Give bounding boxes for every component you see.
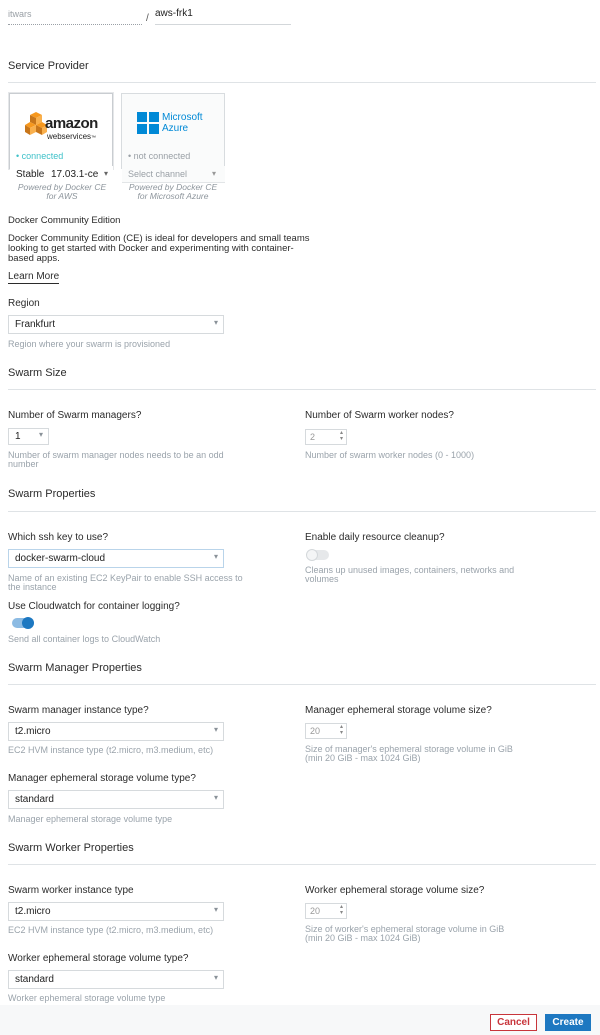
- provider-card-aws[interactable]: [9, 93, 113, 169]
- region-help: Region where your swarm is provisioned: [8, 339, 171, 349]
- chevron-down-icon: ▾: [38, 430, 43, 439]
- worker-voltype-select[interactable]: standard ▾: [8, 970, 224, 989]
- windows-icon: [137, 112, 159, 134]
- azure-logo-text: Microsoft Azure: [162, 112, 203, 134]
- section-divider: [8, 389, 596, 390]
- aws-cubes-icon: [25, 112, 47, 140]
- chevron-down-icon: ▾: [213, 552, 218, 561]
- azure-channel-placeholder: Select channel: [128, 169, 188, 179]
- chevron-down-icon: ▾: [212, 169, 217, 178]
- section-divider: [8, 82, 596, 83]
- toggle-knob: [22, 617, 34, 629]
- stepper-up-icon[interactable]: ▴: [339, 724, 343, 730]
- ssh-key-help: Name of an existing EC2 KeyPair to enable SSH access to the instance: [8, 573, 243, 592]
- worker-volsize-label: Worker ephemeral storage volume size?: [305, 885, 485, 896]
- section-divider: [8, 511, 596, 512]
- region-select[interactable]: Frankfurt ▾: [8, 315, 224, 334]
- stepper-down-icon[interactable]: ▾: [339, 436, 343, 442]
- chevron-down-icon: ▾: [104, 169, 109, 178]
- learn-more-link[interactable]: Learn More: [8, 271, 60, 282]
- manager-volsize-help: Size of manager's ephemeral storage volume in GiB (min 20 GiB - max 1024 GiB): [305, 744, 513, 763]
- manager-voltype-help: Manager ephemeral storage volume type: [8, 814, 173, 824]
- managers-label: Number of Swarm managers?: [8, 410, 142, 421]
- org-name-input[interactable]: itwars: [8, 8, 142, 25]
- worker-voltype-label: Worker ephemeral storage volume type?: [8, 953, 189, 964]
- cleanup-label: Enable daily resource cleanup?: [305, 532, 445, 543]
- managers-select[interactable]: 1 ▾: [8, 428, 49, 445]
- section-divider: [8, 864, 596, 865]
- edition-description: Docker Community Edition (CE) is ideal for developers and small teams looking to get started with Docker and experimenting with container- based apps.: [8, 233, 310, 264]
- worker-volsize-stepper[interactable]: 20 ▴ ▾: [305, 903, 347, 919]
- worker-volsize-help: Size of worker's ephemeral storage volume in GiB (min 20 GiB - max 1024 GiB): [305, 924, 505, 943]
- manager-instance-label: Swarm manager instance type?: [8, 705, 149, 716]
- cleanup-help: Cleans up unused images, containers, networks and volumes: [305, 565, 515, 584]
- aws-logo-subtext: webservices™: [47, 132, 97, 141]
- cloudwatch-help: Send all container logs to CloudWatch: [8, 634, 161, 644]
- worker-instance-help: EC2 HVM instance type (t2.micro, m3.medium, etc): [8, 925, 214, 935]
- status-dot-icon: •: [128, 151, 132, 161]
- aws-logo-text: amazon: [45, 115, 98, 132]
- cancel-button[interactable]: Cancel: [490, 1014, 537, 1031]
- section-title-swarm-properties: Swarm Properties: [8, 488, 96, 500]
- aws-powered-by: Powered by Docker CE for AWS: [17, 182, 107, 201]
- chevron-down-icon: ▾: [213, 973, 218, 982]
- cloudwatch-toggle[interactable]: [12, 618, 34, 628]
- workers-help: Number of swarm worker nodes (0 - 1000): [305, 450, 475, 460]
- chevron-down-icon: ▾: [213, 793, 218, 802]
- azure-powered-by: Powered by Docker CE for Microsoft Azure: [128, 182, 218, 201]
- section-divider: [8, 684, 596, 685]
- cloudwatch-label: Use Cloudwatch for container logging?: [8, 601, 180, 612]
- status-dot-icon: •: [16, 151, 20, 161]
- region-label: Region: [8, 298, 40, 309]
- aws-channel-value: 17.03.1-ce: [51, 169, 99, 180]
- create-button[interactable]: Create: [545, 1014, 591, 1031]
- aws-channel-select[interactable]: [10, 166, 113, 183]
- cleanup-toggle[interactable]: [307, 550, 329, 560]
- azure-logo: [137, 112, 217, 142]
- manager-instance-help: EC2 HVM instance type (t2.micro, m3.medium, etc): [8, 745, 214, 755]
- section-title-service-provider: Service Provider: [8, 60, 89, 72]
- edition-title: Docker Community Edition: [8, 215, 121, 226]
- section-title-swarm-size: Swarm Size: [8, 367, 67, 379]
- section-title-manager-properties: Swarm Manager Properties: [8, 662, 142, 674]
- manager-voltype-select[interactable]: standard ▾: [8, 790, 224, 809]
- aws-status: • connected: [16, 151, 64, 161]
- chevron-down-icon: ▾: [213, 318, 218, 327]
- manager-volsize-stepper[interactable]: 20 ▴ ▾: [305, 723, 347, 739]
- ssh-key-select[interactable]: docker-swarm-cloud ▾: [8, 549, 224, 568]
- aws-channel-label: Stable: [16, 169, 45, 180]
- stepper-down-icon[interactable]: ▾: [339, 730, 343, 736]
- section-title-worker-properties: Swarm Worker Properties: [8, 842, 134, 854]
- worker-instance-label: Swarm worker instance type: [8, 885, 134, 896]
- azure-channel-select[interactable]: [122, 166, 225, 183]
- stepper-up-icon[interactable]: ▴: [339, 430, 343, 436]
- workers-label: Number of Swarm worker nodes?: [305, 410, 454, 421]
- chevron-down-icon: ▾: [213, 725, 218, 734]
- ssh-key-label: Which ssh key to use?: [8, 532, 109, 543]
- worker-instance-select[interactable]: t2.micro ▾: [8, 902, 224, 921]
- manager-voltype-label: Manager ephemeral storage volume type?: [8, 773, 196, 784]
- swarm-name-input[interactable]: aws-frk1: [155, 8, 291, 25]
- stepper-down-icon[interactable]: ▾: [339, 910, 343, 916]
- worker-voltype-help: Worker ephemeral storage volume type: [8, 993, 166, 1003]
- stepper-up-icon[interactable]: ▴: [339, 904, 343, 910]
- manager-volsize-label: Manager ephemeral storage volume size?: [305, 705, 492, 716]
- path-separator: /: [146, 13, 149, 24]
- provider-card-azure[interactable]: [121, 93, 225, 169]
- chevron-down-icon: ▾: [213, 905, 218, 914]
- managers-help: Number of swarm manager nodes needs to be an odd number: [8, 450, 224, 469]
- aws-logo: [25, 112, 105, 142]
- toggle-knob: [306, 549, 318, 561]
- azure-status: • not connected: [128, 151, 191, 161]
- workers-stepper[interactable]: 2 ▴ ▾: [305, 429, 347, 445]
- manager-instance-select[interactable]: t2.micro ▾: [8, 722, 224, 741]
